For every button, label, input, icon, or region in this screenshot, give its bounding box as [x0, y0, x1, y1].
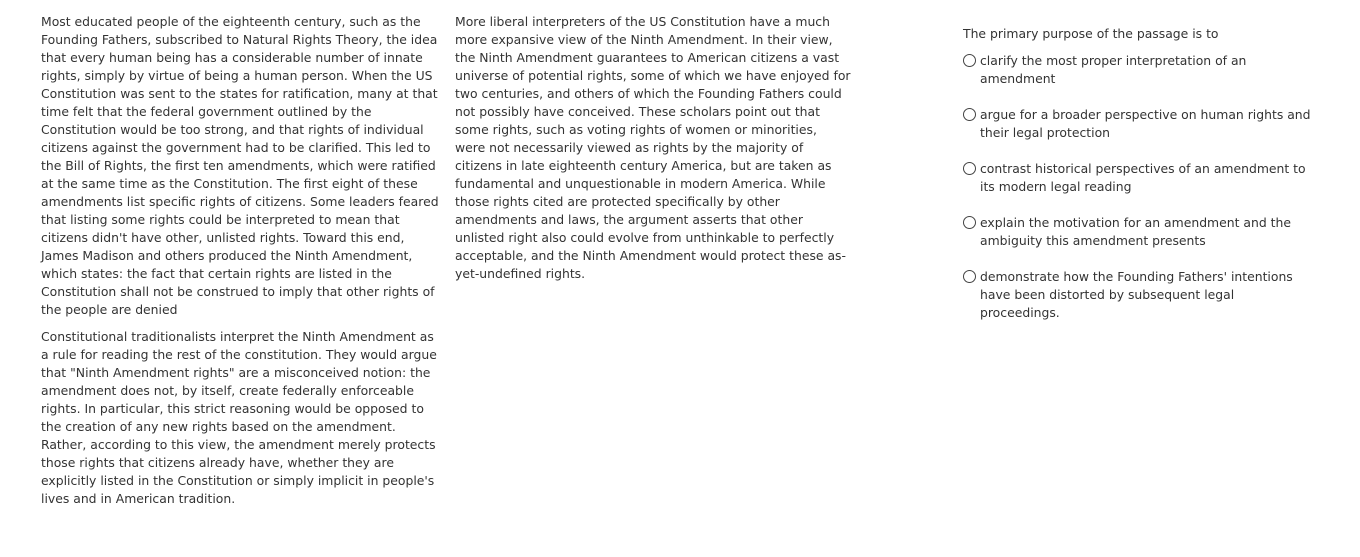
passage-paragraph: More liberal interpreters of the US Constitution have a much more expansive view of the Ninth Amendment. In their view, the Ninth Amendment guarantees to American citizens a vast universe of potential rights, some of which we have enjoyed for two centuries, and others of which the Founding Fathers could not possibly have conceived. These scholars point out that some rights, such as voting rights of women or minorities, were not necessarily viewed as rights by the majority of citizens in late eighteenth century America, but are taken as fundamental and unquestionable in modern America. While those rights cited are protected specifically by other amendments and laws, the argument asserts that other unlisted right also could evolve from unthinkable to perfectly acceptable, and the Ninth Amendment would protect these as-yet-undefined rights.	[455, 14, 851, 281]
radio-button[interactable]	[963, 54, 976, 67]
passage-paragraph: Most educated people of the eighteenth century, such as the Founding Fathers, subscribed to Natural Rights Theory, the idea that every human being has a considerable number of innate rights, simply by virtue of being a human person. When the US Constitution was sent to the states for ratification, many at that time felt that the federal government outlined by the Constitution would be too strong, and that rights of individual citizens against the government had to be clarified. This led to the Bill of Rights, the first ten amendments, which were ratified at the same time as the Constitution. The first eight of these amendments list specific rights of citizens. Some leaders feared that listing some rights could be interpreted to mean that citizens didn't have other, unlisted rights. Toward this end, James Madison and others produced the Ninth Amendment, which states: the fact that certain rights are listed in the Constitution shall not be construed to imply that other rights of the people are denied	[41, 14, 439, 317]
passage-column-left	[41, 13, 443, 517]
question-panel	[963, 25, 1323, 340]
answer-option-d[interactable]	[963, 214, 1323, 250]
radio-button[interactable]	[963, 162, 976, 175]
option-label: argue for a broader perspective on human rights and their legal protection	[980, 107, 1311, 140]
option-label: contrast historical perspectives of an amendment to its modern legal reading	[980, 161, 1306, 194]
answer-option-c[interactable]	[963, 160, 1323, 196]
option-label: explain the motivation for an amendment and the ambiguity this amendment presents	[980, 215, 1291, 248]
option-label: clarify the most proper interpretation of an amendment	[980, 53, 1247, 86]
radio-button[interactable]	[963, 108, 976, 121]
answer-option-b[interactable]	[963, 106, 1323, 142]
radio-button[interactable]	[963, 270, 976, 283]
question-prompt: The primary purpose of the passage is to	[963, 26, 1219, 41]
passage-column-right	[455, 13, 851, 292]
passage-paragraph: Constitutional traditionalists interpret the Ninth Amendment as a rule for reading the rest of the constitution. They would argue that "Ninth Amendment rights" are a misconceived notion: the amendment does not, by itself, create federally enforceable rights. In particular, this strict reasoning would be opposed to the creation of any new rights based on the amendment. Rather, according to this view, the amendment merely protects those rights that citizens already have, whether they are explicitly listed in the Constitution or simply implicit in people's lives and in American tradition.	[41, 329, 437, 506]
answer-option-e[interactable]	[963, 268, 1323, 322]
option-label: demonstrate how the Founding Fathers' intentions have been distorted by subsequent legal proceedings.	[980, 269, 1293, 320]
radio-button[interactable]	[963, 216, 976, 229]
answer-option-a[interactable]	[963, 52, 1323, 88]
